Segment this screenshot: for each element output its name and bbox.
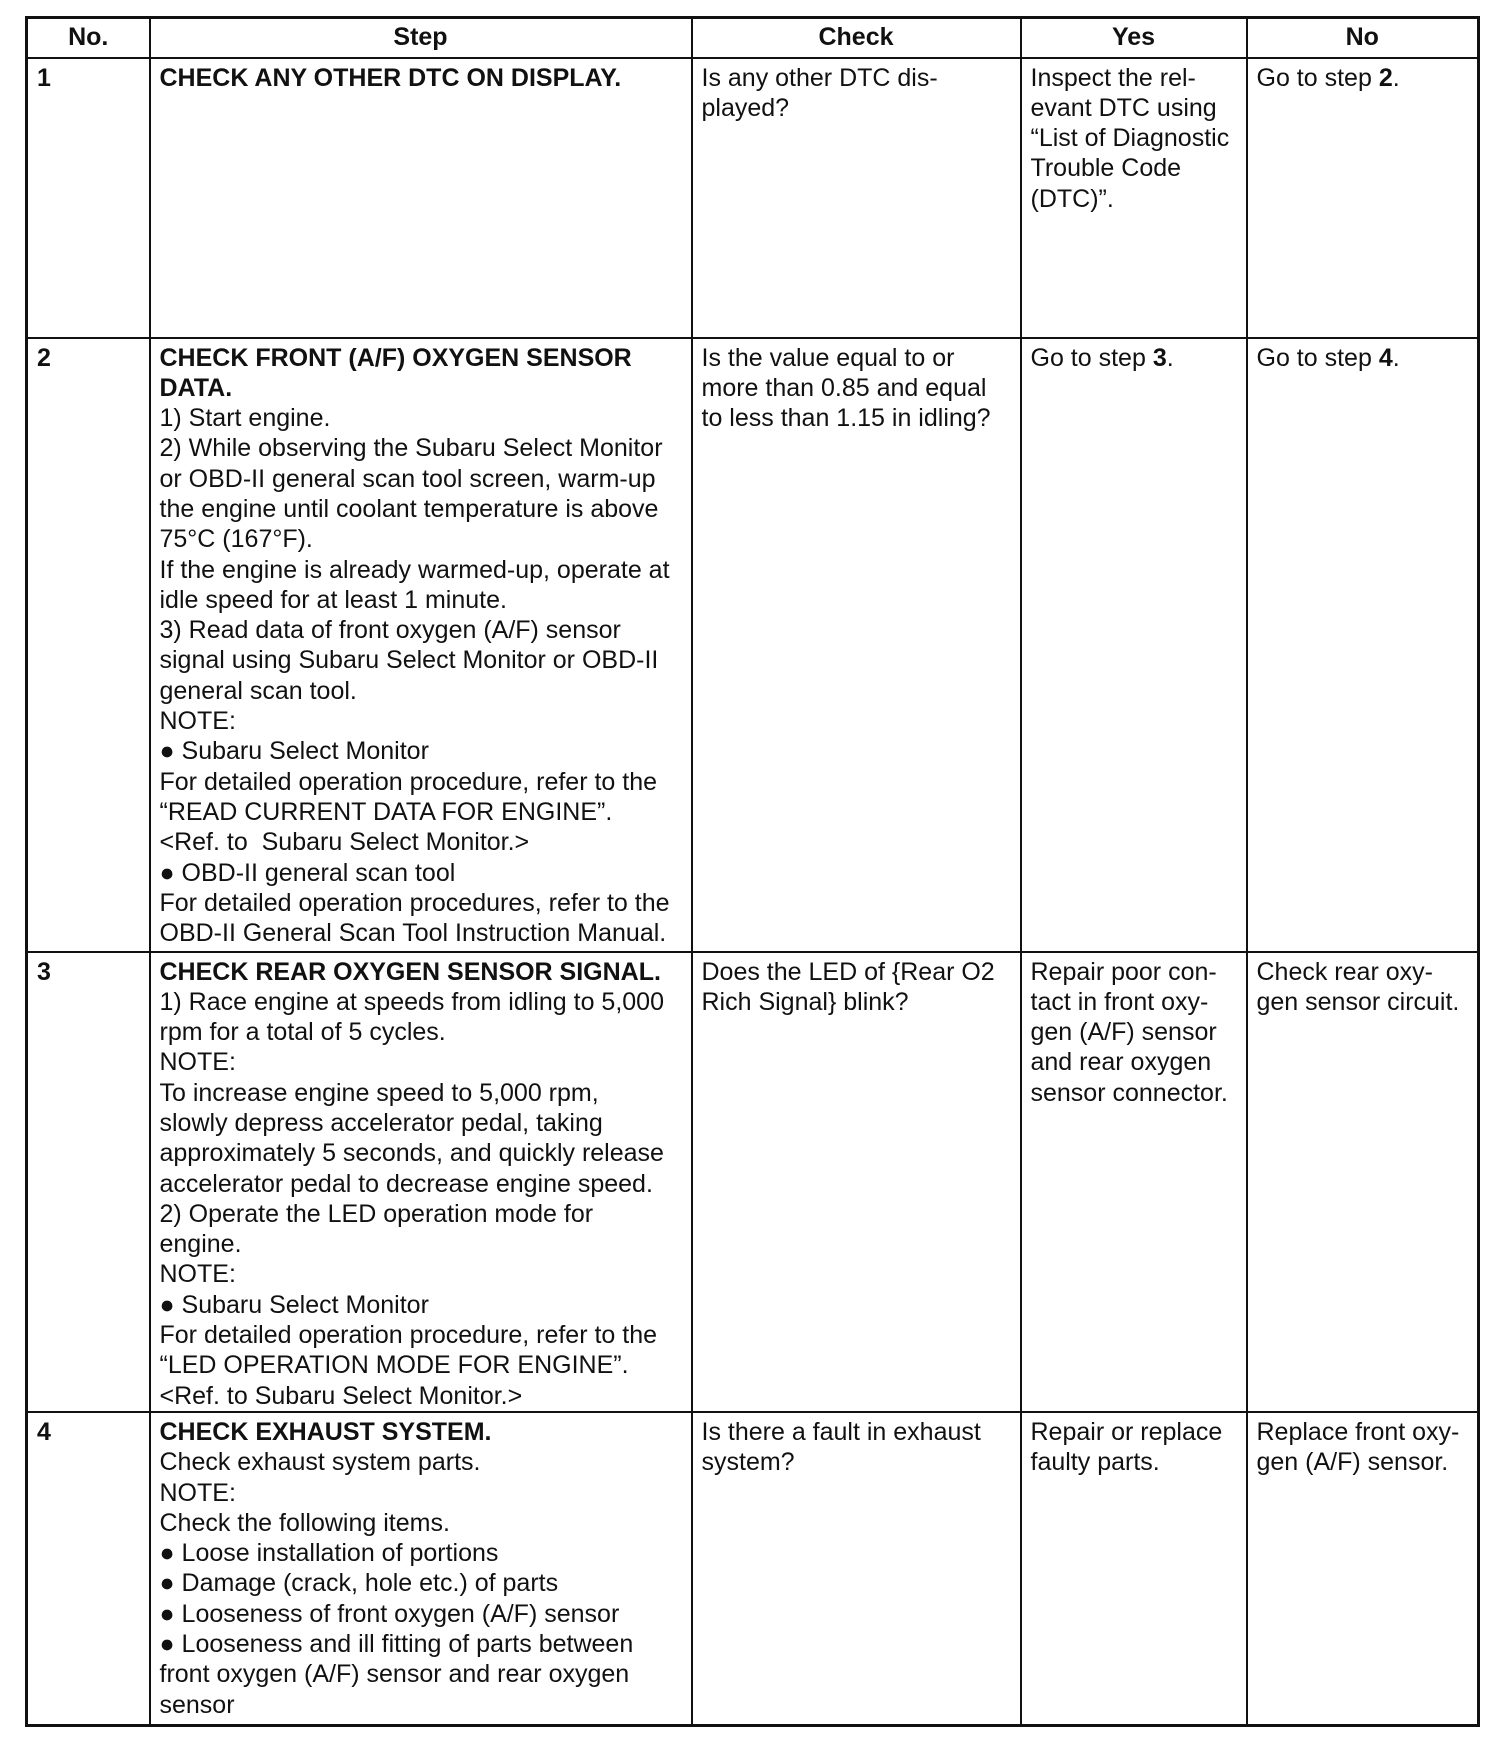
step-text-line: idle speed for at least 1 minute. <box>159 585 507 614</box>
yes-text-line: “List of Diagnostic <box>1030 124 1230 153</box>
no-text-line: Check rear oxy- <box>1256 957 1433 986</box>
check-cell <box>692 58 1021 338</box>
step-text-line: slowly depress accelerator pedal, taking <box>159 1108 603 1137</box>
yes-text-line: sensor connector. <box>1030 1078 1228 1107</box>
step-text-line: or OBD-II general scan tool screen, warm-up <box>159 464 656 493</box>
check-text-line: Rich Signal} blink? <box>701 987 909 1016</box>
target-step-number: 2 <box>1378 63 1393 92</box>
step-text-line: If the engine is already warmed-up, operate at <box>159 555 670 584</box>
yes-cell <box>1021 58 1247 338</box>
step-text-line: front oxygen (A/F) sensor and rear oxygen <box>159 1660 630 1689</box>
step-text-line: 1) Start engine. <box>159 404 331 433</box>
go-to-step-line <box>1257 63 1474 93</box>
step-text-line: sensor <box>159 1690 235 1719</box>
table-row <box>27 58 1479 338</box>
step-text-line: Check the following items. <box>159 1508 450 1537</box>
no-cell <box>1247 952 1479 1412</box>
yes-text-line: Repair or replace <box>1030 1417 1223 1446</box>
row-number-text: 2 <box>37 343 51 372</box>
target-step-number: 3 <box>1152 343 1167 372</box>
no-text-line: Replace front oxy- <box>1256 1417 1460 1446</box>
go-to-step-end: . <box>1392 63 1400 92</box>
step-text-line: the engine until coolant temperature is above <box>159 494 659 523</box>
header-no-result: No <box>1247 18 1479 58</box>
check-cell <box>692 338 1021 952</box>
table-row <box>27 952 1479 1412</box>
header-yes: Yes <box>1021 18 1247 58</box>
step-text-line: rpm for a total of 5 cycles. <box>159 1018 446 1047</box>
step-note-label: NOTE: <box>159 1260 236 1289</box>
yes-cell <box>1021 952 1247 1412</box>
row-number <box>27 1412 150 1726</box>
yes-text-line: gen (A/F) sensor <box>1030 1018 1217 1047</box>
step-text-line: “READ CURRENT DATA FOR ENGINE”. <box>159 797 613 826</box>
step-title-line: DATA. <box>159 373 233 402</box>
step-text-line: 75°C (167°F). <box>159 525 313 554</box>
row-number <box>27 58 150 338</box>
diagnostic-procedure-table <box>25 16 1480 1727</box>
step-note-label: NOTE: <box>159 707 236 736</box>
step-title-line: CHECK REAR OXYGEN SENSOR SIGNAL. <box>159 957 661 986</box>
row-number <box>27 338 150 952</box>
go-to-step-label: Go to step <box>1256 63 1372 92</box>
step-reference-line: <Ref. to Subaru Select Monitor.> <box>159 828 530 857</box>
step-bullet-line: ● Loose installation of portions <box>159 1539 499 1568</box>
row-number <box>27 952 150 1412</box>
header-check: Check <box>692 18 1021 58</box>
step-bullet-line: ● Looseness and ill fitting of parts between <box>159 1630 634 1659</box>
check-text-line: system? <box>701 1448 795 1477</box>
no-text-line: gen (A/F) sensor. <box>1256 1448 1449 1477</box>
step-text-line: “LED OPERATION MODE FOR ENGINE”. <box>159 1351 629 1380</box>
step-text-line: OBD-II General Scan Tool Instruction Manual. <box>159 919 667 948</box>
yes-text-line: Trouble Code <box>1030 154 1182 183</box>
yes-text-line: evant DTC using <box>1030 93 1217 122</box>
go-to-step-label: Go to step <box>1030 343 1146 372</box>
yes-cell <box>1021 1412 1247 1726</box>
step-text-line: accelerator pedal to decrease engine speed. <box>159 1169 653 1198</box>
yes-text-line: Repair poor con- <box>1030 957 1217 986</box>
step-bullet-line: ● Subaru Select Monitor <box>159 1290 429 1319</box>
step-text-line: engine. <box>159 1230 242 1259</box>
yes-text-line: (DTC)”. <box>1030 184 1114 213</box>
check-text-line: Is any other DTC dis- <box>701 63 938 92</box>
step-title-line: CHECK EXHAUST SYSTEM. <box>159 1417 492 1446</box>
step-cell <box>150 952 692 1412</box>
step-text-line: 2) While observing the Subaru Select Monitor <box>159 434 663 463</box>
step-bullet-line: ● Damage (crack, hole etc.) of parts <box>159 1569 559 1598</box>
check-cell <box>692 1412 1021 1726</box>
step-text-line: To increase engine speed to 5,000 rpm, <box>159 1078 599 1107</box>
go-to-step-line <box>1257 343 1474 373</box>
step-title-line: CHECK ANY OTHER DTC ON DISPLAY. <box>159 63 622 92</box>
step-text-line: For detailed operation procedures, refer to the <box>159 888 670 917</box>
step-note-label: NOTE: <box>159 1478 236 1507</box>
yes-text-line: faulty parts. <box>1030 1448 1160 1477</box>
step-text-line: Check exhaust system parts. <box>159 1448 481 1477</box>
step-reference-line: <Ref. to Subaru Select Monitor.> <box>159 1381 523 1410</box>
step-cell <box>150 1412 692 1726</box>
go-to-step-end: . <box>1392 343 1400 372</box>
check-text-line: played? <box>701 93 790 122</box>
step-title-line: CHECK FRONT (A/F) OXYGEN SENSOR <box>159 343 632 372</box>
check-text-line: Does the LED of {Rear O2 <box>701 957 995 986</box>
table-header-row <box>27 18 1479 58</box>
row-number-text: 1 <box>37 63 51 92</box>
check-text-line: more than 0.85 and equal <box>701 373 987 402</box>
yes-text-line: tact in front oxy- <box>1030 987 1209 1016</box>
no-cell <box>1247 58 1479 338</box>
yes-text-line: and rear oxygen <box>1030 1048 1212 1077</box>
step-text-line: 1) Race engine at speeds from idling to 5,000 <box>159 987 664 1016</box>
go-to-step-label: Go to step <box>1256 343 1372 372</box>
step-cell <box>150 58 692 338</box>
yes-text-line: Inspect the rel- <box>1030 63 1196 92</box>
step-text-line: 2) Operate the LED operation mode for <box>159 1199 594 1228</box>
no-cell <box>1247 1412 1479 1726</box>
go-to-step-end: . <box>1166 343 1174 372</box>
step-text-line: approximately 5 seconds, and quickly release <box>159 1139 664 1168</box>
header-step: Step <box>150 18 692 58</box>
table-row <box>27 338 1479 952</box>
step-text-line: general scan tool. <box>159 676 357 705</box>
yes-cell <box>1021 338 1247 952</box>
step-text-line: 3) Read data of front oxygen (A/F) sensor <box>159 616 621 645</box>
step-note-label: NOTE: <box>159 1048 236 1077</box>
go-to-step-line <box>1031 343 1242 373</box>
check-text-line: to less than 1.15 in idling? <box>701 404 991 433</box>
step-text-line: signal using Subaru Select Monitor or OBD-II <box>159 646 659 675</box>
no-text-line: gen sensor circuit. <box>1256 987 1460 1016</box>
step-bullet-line: ● Looseness of front oxygen (A/F) sensor <box>159 1599 620 1628</box>
step-text-line: For detailed operation procedure, refer to the <box>159 1321 658 1350</box>
row-number-text: 3 <box>37 957 51 986</box>
check-text-line: Is the value equal to or <box>701 343 955 372</box>
no-cell <box>1247 338 1479 952</box>
step-cell <box>150 338 692 952</box>
row-number-text: 4 <box>37 1417 51 1446</box>
header-no: No. <box>27 18 150 58</box>
step-text-line: For detailed operation procedure, refer to the <box>159 767 658 796</box>
table-row <box>27 1412 1479 1726</box>
check-text-line: Is there a fault in exhaust <box>701 1417 981 1446</box>
check-cell <box>692 952 1021 1412</box>
step-bullet-line: ● Subaru Select Monitor <box>159 737 429 766</box>
step-bullet-line: ● OBD-II general scan tool <box>159 858 456 887</box>
target-step-number: 4 <box>1378 343 1393 372</box>
